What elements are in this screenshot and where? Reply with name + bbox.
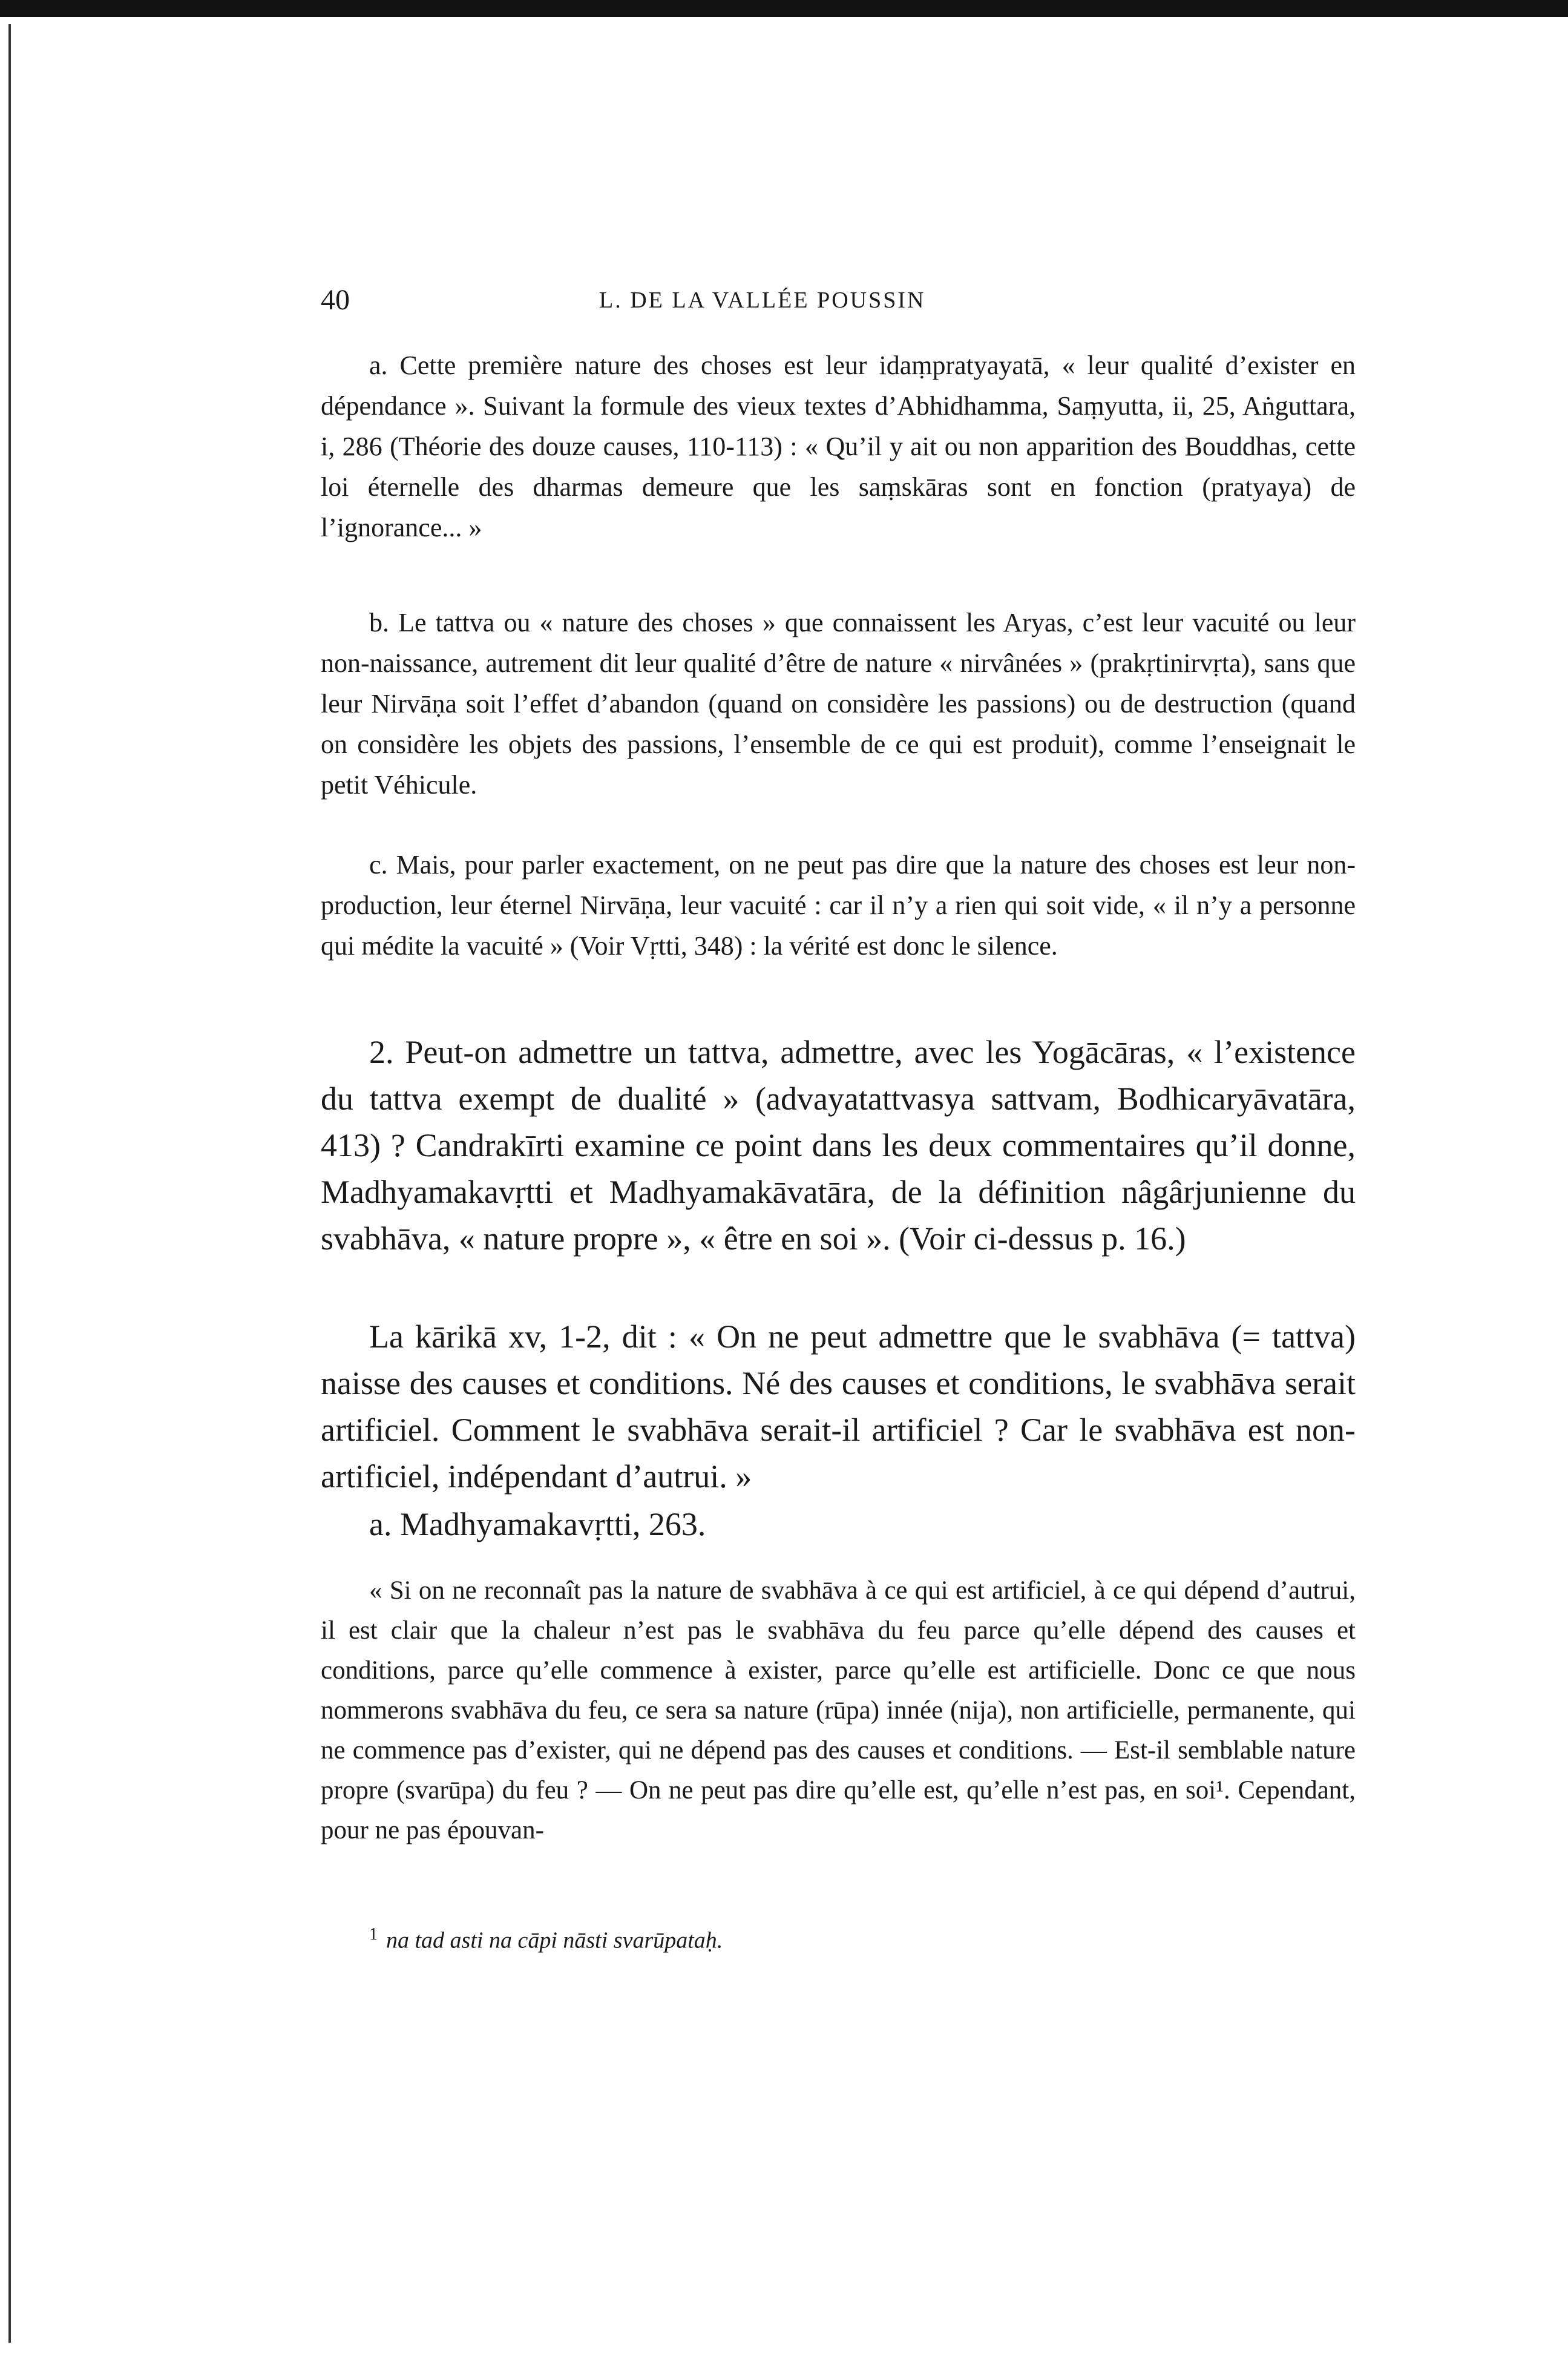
section-2-paragraph-1: 2. Peut-on admettre un tattva, admettre, avec les Yogācāras, « l’existence du tattva exempt de dualité » (advayatattvasya sattvam, Bodhicaryāvatāra, 413) ? Candrakīrti examine ce point dans les deux commentaires qu’il donne, Madhyamakavṛtti et Madhyamakāvatāra, de la définition nâgârjunienne du svabhāva, « nature propre », « être en soi ». (Voir ci-dessus p. 16.) (321, 1034, 1356, 1257)
paragraph-c: c. Mais, pour parler exactement, on ne peut pas dire que la nature des choses est leur non-production, leur éternel Nirvāṇa, leur vacuité : car il n’y a rien qui soit vide, « il n’y a personne qui médite la vacuité » (Voir Vṛtti, 348) : la vérité est donc le silence. (321, 850, 1356, 961)
paragraph-b: b. Le tattva ou « nature des choses » que connaissent les Aryas, c’est leur vacuité ou leur non-naissance, autrement dit leur qualité d’être de nature « nirvânées » (prakṛtinirvṛta), sans que leur Nirvāṇa soit l’effet d’abandon (quand on considère les passions) ou de destruction (quand on considère les objets des passions, l’ensemble de ce qui est produit), comme l’enseignait le petit Véhicule. (321, 608, 1356, 800)
quotation-block: « Si on ne reconnaît pas la nature de svabhāva à ce qui est artificiel, à ce qui dépend d’autrui, il est clair que la chaleur n’est pas le svabhāva du feu parce qu’elle dépend des causes et conditions, parce qu’elle commence à exister, parce qu’elle est artificielle. Donc ce que nous nommerons svabhāva du feu, ce sera sa nature (rūpa) innée (nija), non artificielle, permanente, qui ne commence pas d’exister, qui ne dépend pas des causes et conditions. — Est-il semblable nature propre (svarūpa) du feu ? — On ne peut pas dire qu’elle est, qu’elle n’est pas, en soi¹. Cependant, pour ne pas épouvan- (321, 1576, 1356, 1844)
page-header (321, 283, 1356, 332)
footnote-marker: 1 (369, 1925, 378, 1944)
footnote-text: na tad asti na cāpi nāsti svarūpataḥ. (386, 1927, 723, 1953)
section-2-paragraph-2: La kārikā xv, 1-2, dit : « On ne peut admettre que le svabhāva (= tattva) naisse des causes et conditions. Né des causes et conditions, le svabhāva serait artificiel. Comment le svabhāva serait-il artificiel ? Car le svabhāva est non-artificiel, indépendant d’autrui. » (321, 1318, 1356, 1495)
scan-top-edge (0, 0, 1568, 17)
footnote (369, 1925, 723, 1954)
page-number: 40 (321, 284, 350, 316)
scan-left-edge (8, 24, 11, 2343)
running-head: L. DE LA VALLÉE POUSSIN (599, 288, 926, 313)
section-2-paragraph-3: a. Madhyamakavṛtti, 263. (369, 1506, 706, 1542)
paragraph-a: a. Cette première nature des choses est leur idaṃpratyayatā, « leur qualité d’exister en dépendance ». Suivant la formule des vieux textes d’Abhidhamma, Saṃyutta, ii, 25, Aṅguttara, i, 286 (Théorie des douze causes, 110-113) : « Qu’il y ait ou non apparition des Bouddhas, cette loi éternelle des dharmas demeure que les saṃskāras sont en fonction (pratyaya) de l’ignorance... » (321, 350, 1356, 542)
